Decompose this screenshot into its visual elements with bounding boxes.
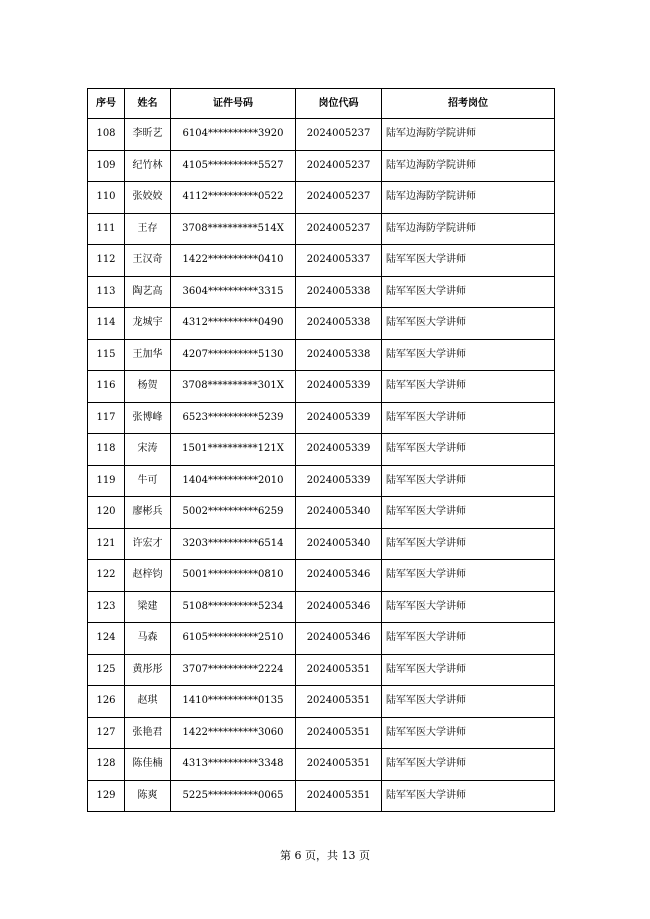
cell-id-number: 5225**********0065 bbox=[171, 780, 296, 812]
cell-position: 陆军边海防学院讲师 bbox=[382, 213, 555, 245]
cell-seq: 120 bbox=[88, 497, 125, 529]
cell-id-number: 1422**********0410 bbox=[171, 245, 296, 277]
cell-name: 廖彬兵 bbox=[125, 497, 171, 529]
cell-seq: 116 bbox=[88, 371, 125, 403]
cell-seq: 110 bbox=[88, 182, 125, 214]
cell-position-code: 2024005338 bbox=[296, 276, 382, 308]
cell-position-code: 2024005340 bbox=[296, 497, 382, 529]
table-row bbox=[88, 528, 555, 560]
cell-id-number: 3708**********301X bbox=[171, 371, 296, 403]
cell-position-code: 2024005351 bbox=[296, 780, 382, 812]
header-seq: 序号 bbox=[88, 89, 125, 119]
cell-name: 赵琪 bbox=[125, 686, 171, 718]
cell-position: 陆军军医大学讲师 bbox=[382, 623, 555, 655]
cell-seq: 125 bbox=[88, 654, 125, 686]
cell-position: 陆军边海防学院讲师 bbox=[382, 182, 555, 214]
cell-position-code: 2024005346 bbox=[296, 623, 382, 655]
cell-position-code: 2024005237 bbox=[296, 213, 382, 245]
table-row bbox=[88, 150, 555, 182]
table-row bbox=[88, 213, 555, 245]
table-row bbox=[88, 560, 555, 592]
cell-id-number: 5108**********5234 bbox=[171, 591, 296, 623]
cell-name: 杨贺 bbox=[125, 371, 171, 403]
cell-name: 许宏才 bbox=[125, 528, 171, 560]
cell-position-code: 2024005339 bbox=[296, 371, 382, 403]
table-row bbox=[88, 465, 555, 497]
cell-position-code: 2024005346 bbox=[296, 560, 382, 592]
cell-id-number: 4105**********5527 bbox=[171, 150, 296, 182]
table-row bbox=[88, 119, 555, 151]
table-row bbox=[88, 276, 555, 308]
cell-name: 王存 bbox=[125, 213, 171, 245]
cell-id-number: 6105**********2510 bbox=[171, 623, 296, 655]
cell-id-number: 1410**********0135 bbox=[171, 686, 296, 718]
table-header bbox=[88, 89, 555, 119]
cell-name: 王加华 bbox=[125, 339, 171, 371]
table-row bbox=[88, 497, 555, 529]
cell-position: 陆军军医大学讲师 bbox=[382, 780, 555, 812]
cell-id-number: 3203**********6514 bbox=[171, 528, 296, 560]
cell-position: 陆军军医大学讲师 bbox=[382, 686, 555, 718]
cell-seq: 126 bbox=[88, 686, 125, 718]
cell-id-number: 4312**********0490 bbox=[171, 308, 296, 340]
header-position: 招考岗位 bbox=[382, 89, 555, 119]
cell-id-number: 4313**********3348 bbox=[171, 749, 296, 781]
cell-name: 牛可 bbox=[125, 465, 171, 497]
cell-seq: 119 bbox=[88, 465, 125, 497]
cell-name: 陈佳楠 bbox=[125, 749, 171, 781]
cell-name: 赵梓钧 bbox=[125, 560, 171, 592]
table-row bbox=[88, 623, 555, 655]
cell-position-code: 2024005351 bbox=[296, 717, 382, 749]
cell-id-number: 3708**********514X bbox=[171, 213, 296, 245]
cell-seq: 113 bbox=[88, 276, 125, 308]
table-row bbox=[88, 371, 555, 403]
cell-id-number: 5002**********6259 bbox=[171, 497, 296, 529]
cell-id-number: 3707**********2224 bbox=[171, 654, 296, 686]
cell-seq: 129 bbox=[88, 780, 125, 812]
cell-position-code: 2024005237 bbox=[296, 182, 382, 214]
table-body bbox=[88, 119, 555, 812]
cell-position-code: 2024005346 bbox=[296, 591, 382, 623]
cell-name: 纪竹林 bbox=[125, 150, 171, 182]
cell-id-number: 1501**********121X bbox=[171, 434, 296, 466]
table-row bbox=[88, 434, 555, 466]
cell-position-code: 2024005351 bbox=[296, 749, 382, 781]
page-footer: 第 6 页，共 13 页 bbox=[280, 849, 370, 862]
cell-name: 宋涛 bbox=[125, 434, 171, 466]
table-row bbox=[88, 339, 555, 371]
candidate-table bbox=[87, 88, 555, 812]
cell-seq: 127 bbox=[88, 717, 125, 749]
cell-name: 黄彤彤 bbox=[125, 654, 171, 686]
cell-position: 陆军军医大学讲师 bbox=[382, 465, 555, 497]
cell-position: 陆军军医大学讲师 bbox=[382, 434, 555, 466]
cell-position: 陆军边海防学院讲师 bbox=[382, 150, 555, 182]
cell-position-code: 2024005340 bbox=[296, 528, 382, 560]
cell-seq: 121 bbox=[88, 528, 125, 560]
cell-position: 陆军军医大学讲师 bbox=[382, 276, 555, 308]
cell-position: 陆军军医大学讲师 bbox=[382, 749, 555, 781]
cell-position: 陆军军医大学讲师 bbox=[382, 402, 555, 434]
cell-id-number: 4207**********5130 bbox=[171, 339, 296, 371]
table-row bbox=[88, 245, 555, 277]
cell-position: 陆军边海防学院讲师 bbox=[382, 119, 555, 151]
table-row bbox=[88, 654, 555, 686]
cell-seq: 117 bbox=[88, 402, 125, 434]
cell-position: 陆军军医大学讲师 bbox=[382, 371, 555, 403]
cell-position-code: 2024005339 bbox=[296, 465, 382, 497]
cell-name: 李昕艺 bbox=[125, 119, 171, 151]
cell-position: 陆军军医大学讲师 bbox=[382, 245, 555, 277]
cell-name: 张艳君 bbox=[125, 717, 171, 749]
cell-id-number: 4112**********0522 bbox=[171, 182, 296, 214]
cell-seq: 115 bbox=[88, 339, 125, 371]
cell-seq: 128 bbox=[88, 749, 125, 781]
header-row bbox=[88, 89, 555, 119]
cell-seq: 109 bbox=[88, 150, 125, 182]
table-row bbox=[88, 780, 555, 812]
cell-seq: 108 bbox=[88, 119, 125, 151]
table-row bbox=[88, 749, 555, 781]
header-position-code: 岗位代码 bbox=[296, 89, 382, 119]
cell-seq: 123 bbox=[88, 591, 125, 623]
cell-name: 王汉奇 bbox=[125, 245, 171, 277]
cell-seq: 122 bbox=[88, 560, 125, 592]
cell-name: 陈爽 bbox=[125, 780, 171, 812]
cell-position-code: 2024005351 bbox=[296, 686, 382, 718]
cell-position: 陆军军医大学讲师 bbox=[382, 528, 555, 560]
cell-position-code: 2024005337 bbox=[296, 245, 382, 277]
cell-name: 张姣姣 bbox=[125, 182, 171, 214]
header-id-number: 证件号码 bbox=[171, 89, 296, 119]
table-row bbox=[88, 686, 555, 718]
cell-position-code: 2024005237 bbox=[296, 119, 382, 151]
cell-position: 陆军军医大学讲师 bbox=[382, 591, 555, 623]
cell-seq: 112 bbox=[88, 245, 125, 277]
cell-position-code: 2024005351 bbox=[296, 654, 382, 686]
table-row bbox=[88, 591, 555, 623]
cell-seq: 114 bbox=[88, 308, 125, 340]
header-name: 姓名 bbox=[125, 89, 171, 119]
cell-id-number: 5001**********0810 bbox=[171, 560, 296, 592]
cell-id-number: 6104**********3920 bbox=[171, 119, 296, 151]
cell-position-code: 2024005338 bbox=[296, 339, 382, 371]
table-row bbox=[88, 402, 555, 434]
cell-name: 龙城宇 bbox=[125, 308, 171, 340]
cell-id-number: 6523**********5239 bbox=[171, 402, 296, 434]
cell-position-code: 2024005339 bbox=[296, 434, 382, 466]
cell-id-number: 1404**********2010 bbox=[171, 465, 296, 497]
table-row bbox=[88, 182, 555, 214]
cell-name: 梁建 bbox=[125, 591, 171, 623]
cell-seq: 111 bbox=[88, 213, 125, 245]
cell-id-number: 3604**********3315 bbox=[171, 276, 296, 308]
table-row bbox=[88, 717, 555, 749]
cell-position: 陆军军医大学讲师 bbox=[382, 497, 555, 529]
cell-position-code: 2024005237 bbox=[296, 150, 382, 182]
cell-position: 陆军军医大学讲师 bbox=[382, 339, 555, 371]
cell-id-number: 1422**********3060 bbox=[171, 717, 296, 749]
cell-position-code: 2024005338 bbox=[296, 308, 382, 340]
cell-seq: 118 bbox=[88, 434, 125, 466]
table-row bbox=[88, 308, 555, 340]
cell-position-code: 2024005339 bbox=[296, 402, 382, 434]
cell-position: 陆军军医大学讲师 bbox=[382, 654, 555, 686]
cell-position: 陆军军医大学讲师 bbox=[382, 308, 555, 340]
cell-name: 张博峰 bbox=[125, 402, 171, 434]
cell-name: 陶艺高 bbox=[125, 276, 171, 308]
cell-name: 马森 bbox=[125, 623, 171, 655]
cell-position: 陆军军医大学讲师 bbox=[382, 560, 555, 592]
cell-position: 陆军军医大学讲师 bbox=[382, 717, 555, 749]
cell-seq: 124 bbox=[88, 623, 125, 655]
